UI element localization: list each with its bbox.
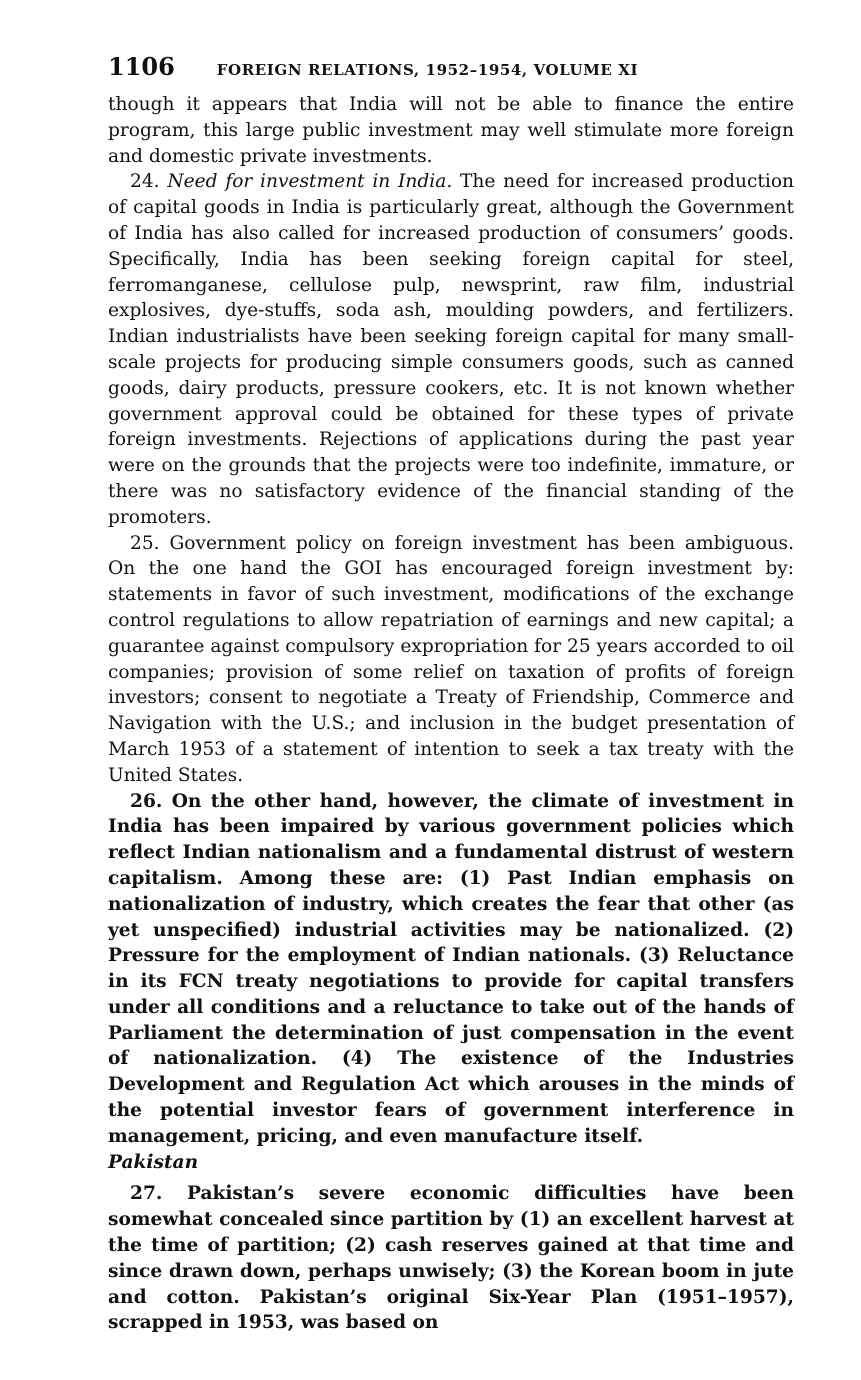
body-text xyxy=(108,92,794,1336)
paragraph-27: 27. Pakistan’s severe economic difficulties have been somewhat concealed since partition by (1) an excellent harvest at the time of partition; (2) cash reserves gained at that time and since drawn down, perhaps unwisely; (3) the Korean boom in jute and cotton. Pakistan’s original Six-Year Plan (1951–1957), scrapped in 1953, was based on xyxy=(108,1183,794,1334)
paragraph-24-number: 24. xyxy=(130,171,160,193)
paragraph-24 xyxy=(108,169,794,530)
running-head: FOREIGN RELATIONS, 1952–1954, VOLUME XI xyxy=(216,61,639,79)
paragraph-25: 25. Government policy on foreign investment has been ambiguous. On the one hand the GOI has encouraged foreign investment by: statements in favor of such investment, modifications of the exchange control regulations to allow repatriation of earnings and new capital; a guarantee against compulsory expropriation for 25 years accorded to oil companies; provision of some relief on taxation of profits of foreign investors; consent to negotiate a Treaty of Friendship, Commerce and Navigation with the U.S.; and inclusion in the budget presentation of March 1953 of a statement of intention to seek a tax treaty with the United States. xyxy=(108,532,794,786)
continuation-paragraph: though it appears that India will not be able to finance the entire program, this large public investment may well stimulate more foreign and domestic private investments. xyxy=(108,94,794,167)
page-number: 1106 xyxy=(108,52,175,81)
document-page xyxy=(108,52,794,1336)
paragraph-26: 26. On the other hand, however, the climate of investment in India has been impaired by various government policies which reflect Indian nationalism and a fundamental distrust of western capitalism. Among these are: (1) Past Indian emphasis on nationalization of industry, which creates the fear that other (as yet unspecified) industrial activities may be nationalized. (2) Pressure for the employment of Indian nationals. (3) Reluctance in its FCN treaty negotiations to provide for capital transfers under all conditions and a reluctance to take out of the hands of Parliament the determination of just compensation in the event of nationalization. (4) The existence of the Industries Development and Regulation Act which arouses in the minds of the potential investor fears of government interference in management, pricing, and even manufacture itself. xyxy=(108,790,794,1147)
paragraph-24-text: The need for increased production of capital goods in India is particularly great, although the Government of India has also called for increased production of consumers’ goods. Specifically, India has been seeking foreign capital for steel, ferromanganese, cellulose pulp, newsprint, raw film, industrial explosives, dye-stuffs, soda ash, moulding powders, and fertilizers. Indian industrialists have been seeking foreign capital for many small-scale projects for producing simple consumers goods, such as canned goods, dairy products, pressure cookers, etc. It is not known whether government approval could be obtained for these types of private foreign investments. Rejections of applications during the past year were on the grounds that the projects were too indefinite, immature, or there was no satisfactory evidence of the financial standing of the promoters. xyxy=(108,171,794,528)
section-heading-pakistan: Pakistan xyxy=(108,1151,199,1173)
paragraph-24-heading: Need for investment in India. xyxy=(167,171,453,193)
page-header xyxy=(108,52,794,92)
